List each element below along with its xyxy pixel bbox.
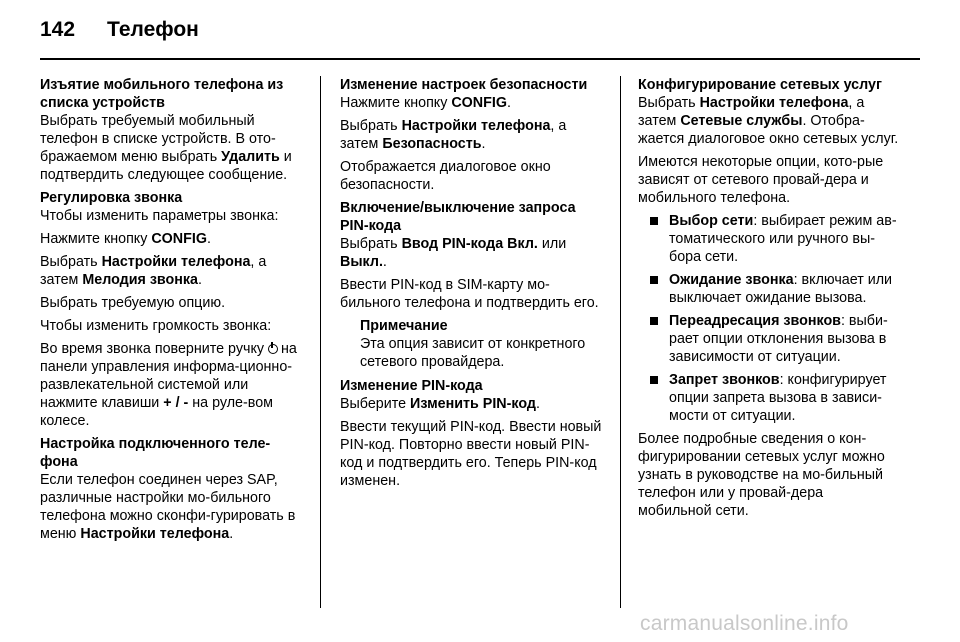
section-title-ringtone: Регулировка звонка	[40, 190, 183, 206]
column-3	[638, 76, 900, 525]
power-knob-icon	[268, 344, 278, 354]
paragraph: Чтобы изменить громкость звонка:	[40, 318, 272, 334]
paragraph: Выбрать Настройки телефона, а затем Мелодия звонка.	[40, 254, 267, 288]
column-divider-2	[620, 76, 621, 608]
paragraph: Нажмите кнопку CONFIG.	[340, 95, 511, 111]
section-title-phone-settings: Настройка подключенного теле-фона	[40, 436, 271, 470]
note-title: Примечание	[360, 318, 448, 334]
note-text: Эта опция зависит от конкретного сетевого провайдера.	[360, 336, 586, 370]
paragraph: Выбрать требуемую опцию.	[40, 295, 226, 311]
paragraph: Ввести текущий PIN-код. Ввести новый PIN-код. Повторно ввести новый PIN-код и подтвердить его. Теперь PIN-код изменен.	[340, 419, 602, 489]
list-item: Выбор сети: выбирает режим ав-томатического или ручного вы-бора сети.	[638, 212, 900, 266]
page-header	[40, 18, 199, 48]
paragraph: Во время звонка поверните ручку на панели управления информа-ционно-развлекательной системой или нажмите клавиши + / - на руле-вом колесе.	[40, 341, 297, 429]
list-item: Запрет звонков: конфигурирует опции запрета вызова в зависи-мости от ситуации.	[638, 371, 900, 425]
section-title-pin-request: Включение/выключение запроса PIN-кода	[340, 200, 576, 234]
paragraph: Выбрать Ввод PIN-кода Вкл. или Выкл..	[340, 236, 567, 270]
note-box	[360, 317, 602, 371]
options-list	[638, 212, 900, 425]
list-item: Ожидание звонка: включает или выключает ожидание вызова.	[638, 271, 900, 307]
paragraph: Выберите Изменить PIN-код.	[340, 396, 540, 412]
page-number: 142	[40, 18, 76, 41]
column-2	[340, 76, 602, 495]
list-item: Переадресация звонков: выби-рает опции отклонения вызова в зависимости от ситуации.	[638, 312, 900, 366]
paragraph: Ввести PIN-код в SIM-карту мо-бильного телефона и подтвердить его.	[340, 277, 599, 311]
paragraph: Выбрать требуемый мобильный телефон в списке устройств. В ото-бражаемом меню выбрать Удалить и подтвердить следующее сообщение.	[40, 113, 292, 183]
column-divider-1	[320, 76, 321, 608]
paragraph: Если телефон соединен через SAP, различные настройки мо-бильного телефона можно сконфи-гурировать в меню Настройки телефона.	[40, 472, 296, 542]
paragraph: Чтобы изменить параметры звонка:	[40, 208, 279, 224]
section-title-security: Изменение настроек безопасности	[340, 77, 588, 93]
section-title-remove-phone: Изъятие мобильного телефона из списка устройств	[40, 77, 284, 111]
watermark: carmanualsonline.info	[640, 612, 849, 635]
column-1	[40, 76, 302, 548]
paragraph: Выбрать Настройки телефона, а затем Сетевые службы. Отобра-жается диалоговое окно сетевых услуг.	[638, 95, 899, 147]
header-rule	[40, 58, 920, 60]
paragraph: Отображается диалоговое окно безопасности.	[340, 159, 551, 193]
paragraph: Нажмите кнопку CONFIG.	[40, 231, 211, 247]
section-title-change-pin: Изменение PIN-кода	[340, 378, 483, 394]
chapter-title: Телефон	[107, 18, 199, 41]
paragraph: Более подробные сведения о кон-фигурировании сетевых услуг можно узнать в руководстве на мо-бильный телефон или у провай-дера мобильной сети.	[638, 431, 885, 519]
section-title-network-services: Конфигурирование сетевых услуг	[638, 77, 882, 93]
paragraph: Выбрать Настройки телефона, а затем Безопасность.	[340, 118, 567, 152]
paragraph: Имеются некоторые опции, кото-рые зависят от сетевого провай-дера и мобильного телефона.	[638, 154, 884, 206]
